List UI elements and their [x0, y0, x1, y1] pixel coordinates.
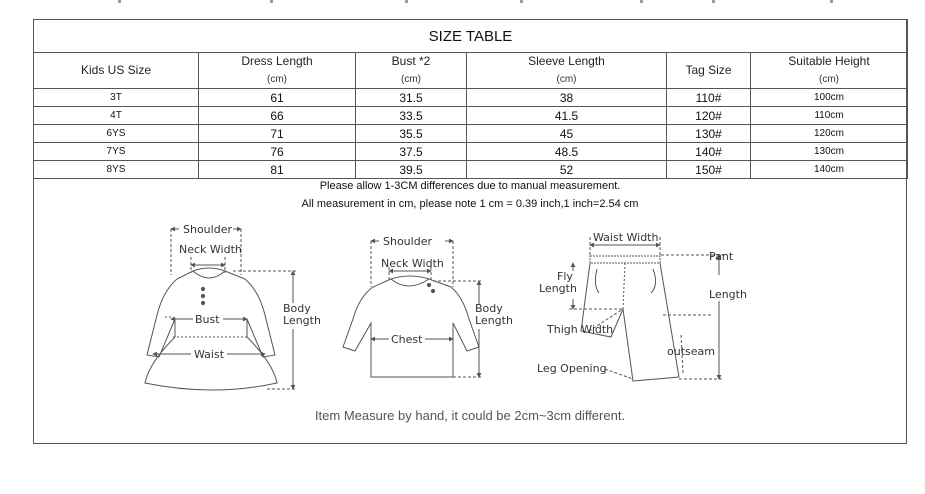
cell-height: 120cm	[751, 125, 908, 143]
cell-bust: 39.5	[356, 161, 467, 179]
cell-size: 6YS	[34, 125, 199, 143]
cell-height: 100cm	[751, 89, 908, 107]
top-strip	[0, 0, 925, 4]
size-table	[33, 19, 908, 179]
table-row	[34, 143, 908, 161]
cell-dress-length: 71	[199, 125, 356, 143]
note-unit-conversion: All measurement in cm, please note 1 cm = 0.39 inch,1 inch=2.54 cm	[301, 198, 639, 210]
header-kids-us-size: Kids US Size	[34, 53, 199, 89]
note-manual-measurement: Please allow 1-3CM differences due to manual measurement.	[319, 180, 621, 192]
cell-sleeve-length: 38	[467, 89, 667, 107]
cell-tag-size: 110#	[667, 89, 751, 107]
cell-sleeve-length: 45	[467, 125, 667, 143]
cell-size: 3T	[34, 89, 199, 107]
dress-neck-width-label: Neck Width	[179, 243, 242, 256]
cell-bust: 31.5	[356, 89, 467, 107]
cell-dress-length: 66	[199, 107, 356, 125]
table-row	[34, 161, 908, 179]
dress-waist-label: Waist	[194, 348, 225, 361]
pants-waist-width-label: Waist Width	[593, 231, 659, 244]
header-suitable-height: Suitable Height (cm)	[751, 53, 908, 89]
table-title: SIZE TABLE	[34, 20, 908, 53]
pants-leg-opening-label: Leg Opening	[537, 362, 607, 375]
shirt-chest-label: Chest	[391, 333, 423, 346]
cell-bust: 37.5	[356, 143, 467, 161]
table-row	[34, 107, 908, 125]
dress-body-label: Body	[283, 302, 311, 315]
table-header-row	[34, 53, 908, 89]
cell-dress-length: 61	[199, 89, 356, 107]
cell-sleeve-length: 41.5	[467, 107, 667, 125]
shirt-length-label: Length	[475, 314, 513, 327]
cell-bust: 33.5	[356, 107, 467, 125]
dress-length-label: Length	[283, 314, 321, 327]
pants-outseam-label: outseam	[667, 345, 715, 358]
pants-fly-length-label: Length	[539, 282, 577, 295]
cell-sleeve-length: 52	[467, 161, 667, 179]
pants-diagram	[569, 237, 723, 381]
table-row	[34, 89, 908, 107]
pants-thigh-width-label: Thigh Width	[547, 323, 614, 336]
cell-size: 8YS	[34, 161, 199, 179]
header-tag-size: Tag Size	[667, 53, 751, 89]
cell-height: 130cm	[751, 143, 908, 161]
cell-tag-size: 130#	[667, 125, 751, 143]
cell-bust: 35.5	[356, 125, 467, 143]
dress-shoulder-label: Shoulder	[183, 223, 232, 236]
cell-dress-length: 76	[199, 143, 356, 161]
dress-bust-label: Bust	[195, 313, 220, 326]
cell-tag-size: 120#	[667, 107, 751, 125]
shirt-shoulder-label: Shoulder	[383, 235, 432, 248]
header-sleeve-length: Sleeve Length (cm)	[467, 53, 667, 89]
measurement-diagrams	[33, 205, 907, 405]
pants-fly-label: Fly	[557, 270, 573, 283]
table-row	[34, 125, 908, 143]
pants-pant-label: Pant	[709, 250, 734, 263]
cell-dress-length: 81	[199, 161, 356, 179]
header-bust: Bust *2 (cm)	[356, 53, 467, 89]
cell-tag-size: 140#	[667, 143, 751, 161]
pants-pant-length-label: Length	[709, 288, 747, 301]
shirt-body-label: Body	[475, 302, 503, 315]
cell-size: 4T	[34, 107, 199, 125]
cell-sleeve-length: 48.5	[467, 143, 667, 161]
cell-height: 110cm	[751, 107, 908, 125]
shirt-neck-width-label: Neck Width	[381, 257, 444, 270]
header-dress-length: Dress Length (cm)	[199, 53, 356, 89]
cell-tag-size: 150#	[667, 161, 751, 179]
cell-size: 7YS	[34, 143, 199, 161]
note-measure-by-hand: Item Measure by hand, it could be 2cm~3cm different.	[314, 408, 626, 423]
cell-height: 140cm	[751, 161, 908, 179]
